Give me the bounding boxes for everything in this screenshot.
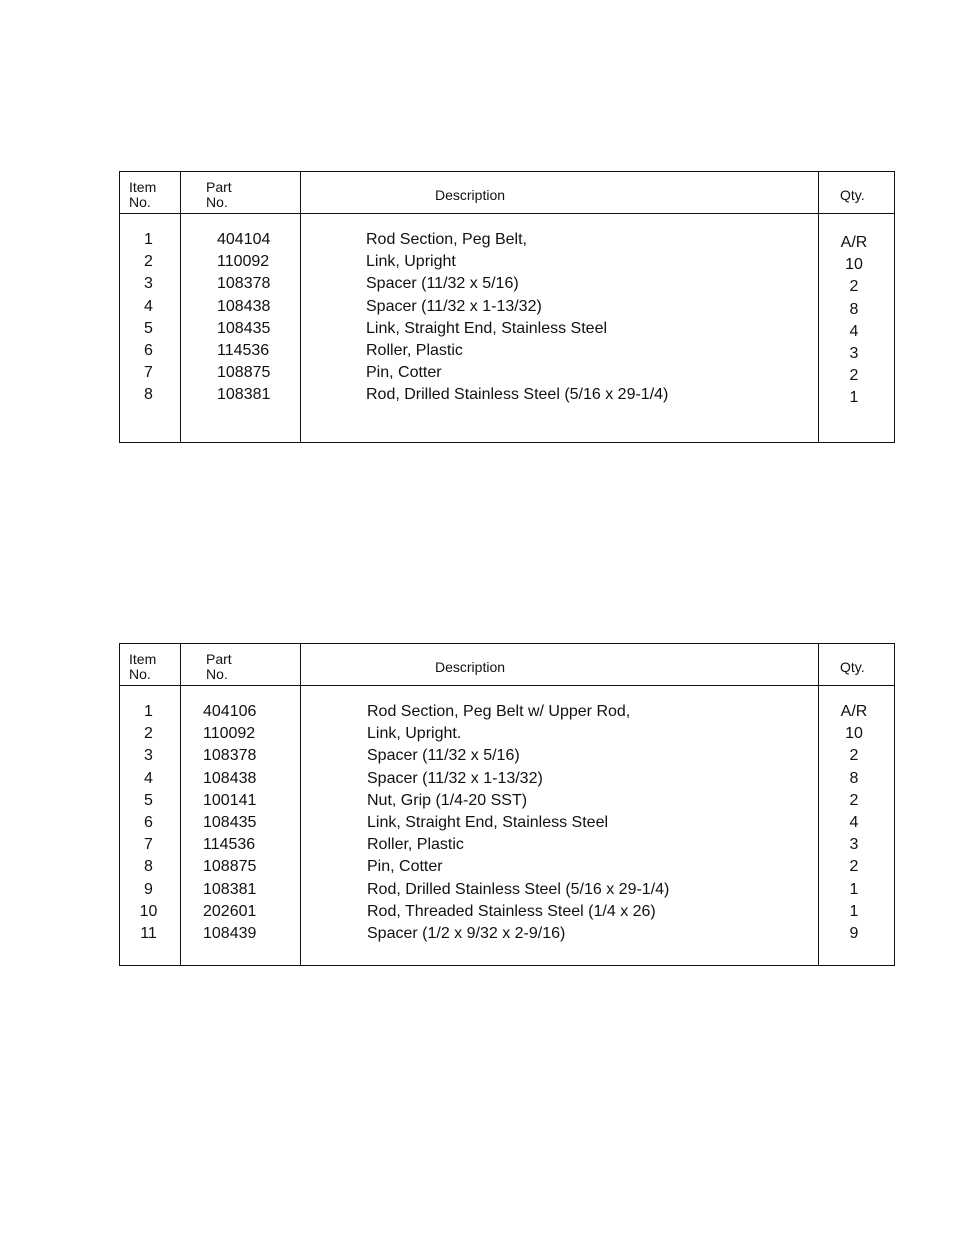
table-body bbox=[120, 229, 894, 407]
header-description: Description bbox=[435, 659, 506, 675]
parts-table-1 bbox=[119, 171, 895, 443]
item-number: 1 bbox=[144, 703, 153, 720]
description: Spacer (11/32 x 5/16) bbox=[366, 275, 519, 293]
part-number: 108435 bbox=[217, 319, 271, 337]
table-row bbox=[120, 723, 894, 745]
description: Link, Upright bbox=[366, 253, 456, 271]
description: Spacer (1/2 x 9/32 x 2-9/16) bbox=[367, 924, 566, 942]
description: Link, Upright. bbox=[367, 725, 462, 743]
description: Link, Straight End, Stainless Steel bbox=[366, 319, 608, 337]
header-divider bbox=[120, 213, 894, 214]
table-row bbox=[120, 745, 894, 767]
description: Roller, Plastic bbox=[366, 341, 463, 359]
quantity: 3 bbox=[849, 344, 859, 362]
part-number: 108875 bbox=[217, 364, 271, 382]
header-description: Description bbox=[435, 187, 506, 203]
quantity: A/R bbox=[840, 234, 868, 251]
quantity: 2 bbox=[849, 278, 859, 296]
item-number: 4 bbox=[144, 769, 153, 787]
header-item-line1: Item bbox=[129, 651, 157, 667]
quantity: 1 bbox=[849, 880, 859, 898]
table-row bbox=[120, 923, 894, 945]
description: Rod, Threaded Stainless Steel (1/4 x 26) bbox=[367, 902, 656, 920]
item-number: 8 bbox=[144, 386, 153, 404]
item-number: 2 bbox=[144, 253, 153, 271]
quantity: 2 bbox=[849, 747, 859, 765]
part-number: 202601 bbox=[203, 902, 257, 920]
quantity: 1 bbox=[849, 389, 859, 407]
quantity: 10 bbox=[845, 256, 863, 274]
quantity: 2 bbox=[849, 858, 859, 876]
table-row bbox=[120, 790, 894, 812]
item-number: 5 bbox=[144, 791, 153, 809]
header-item-line2: No. bbox=[129, 666, 151, 682]
quantity: 8 bbox=[849, 769, 859, 787]
table-body bbox=[120, 701, 894, 945]
part-number: 110092 bbox=[217, 253, 270, 271]
part-number: 108439 bbox=[203, 924, 257, 942]
header-item-no bbox=[129, 180, 156, 210]
description: Rod Section, Peg Belt, bbox=[366, 231, 527, 248]
table-row bbox=[120, 229, 894, 251]
item-number: 9 bbox=[144, 880, 153, 898]
table-row bbox=[120, 834, 894, 856]
table-row bbox=[120, 879, 894, 901]
item-number: 7 bbox=[144, 364, 153, 382]
quantity: A/R bbox=[840, 703, 868, 720]
description: Roller, Plastic bbox=[367, 836, 464, 854]
table-row bbox=[120, 856, 894, 878]
item-number: 3 bbox=[144, 747, 153, 765]
item-number: 5 bbox=[144, 319, 153, 337]
quantity: 9 bbox=[849, 924, 859, 942]
part-number: 100141 bbox=[203, 791, 257, 809]
part-number: 108435 bbox=[203, 813, 257, 831]
table-row bbox=[120, 362, 894, 384]
part-number: 114536 bbox=[203, 836, 256, 854]
part-number: 110092 bbox=[203, 725, 256, 743]
quantity: 2 bbox=[849, 367, 859, 385]
description: Spacer (11/32 x 5/16) bbox=[367, 747, 520, 765]
item-number: 6 bbox=[144, 813, 153, 831]
table-row bbox=[120, 273, 894, 295]
part-number: 108381 bbox=[217, 386, 271, 404]
quantity: 4 bbox=[849, 813, 859, 831]
part-number: 108438 bbox=[203, 769, 257, 787]
quantity: 1 bbox=[849, 902, 859, 920]
part-number: 108875 bbox=[203, 858, 257, 876]
header-qty: Qty. bbox=[840, 187, 865, 203]
header-divider bbox=[120, 685, 894, 686]
item-number: 8 bbox=[144, 858, 153, 876]
description: Pin, Cotter bbox=[367, 858, 443, 876]
table-row bbox=[120, 340, 894, 362]
table-row bbox=[120, 812, 894, 834]
item-number: 2 bbox=[144, 725, 153, 743]
item-number: 6 bbox=[144, 341, 153, 359]
header-item-line2: No. bbox=[129, 194, 151, 210]
header-part-line2: No. bbox=[206, 194, 228, 210]
header-part-line1: Part bbox=[206, 651, 232, 667]
quantity: 4 bbox=[849, 322, 859, 340]
table-row bbox=[120, 296, 894, 318]
table-row bbox=[120, 901, 894, 923]
quantity: 10 bbox=[845, 725, 863, 743]
table-row bbox=[120, 768, 894, 790]
item-number: 7 bbox=[144, 836, 153, 854]
description: Spacer (11/32 x 1-13/32) bbox=[366, 297, 542, 315]
header-qty: Qty. bbox=[840, 659, 865, 675]
header-part-no bbox=[206, 180, 232, 210]
item-number: 4 bbox=[144, 297, 153, 315]
header-part-line2: No. bbox=[206, 666, 228, 682]
header-item-line1: Item bbox=[129, 179, 157, 195]
parts-table-2 bbox=[119, 643, 895, 966]
description: Spacer (11/32 x 1-13/32) bbox=[367, 769, 543, 787]
description: Rod, Drilled Stainless Steel (5/16 x 29-1/4) bbox=[366, 386, 669, 404]
part-number: 108378 bbox=[217, 275, 271, 293]
item-number: 3 bbox=[144, 275, 153, 293]
description: Rod Section, Peg Belt w/ Upper Rod, bbox=[367, 703, 631, 720]
table-row bbox=[120, 701, 894, 723]
part-number: 108381 bbox=[203, 880, 257, 898]
description: Pin, Cotter bbox=[366, 364, 442, 382]
item-number: 10 bbox=[139, 902, 158, 920]
table-row bbox=[120, 251, 894, 273]
item-number: 1 bbox=[144, 231, 153, 248]
table-row bbox=[120, 384, 894, 406]
header-item-no bbox=[129, 652, 156, 682]
description: Link, Straight End, Stainless Steel bbox=[367, 813, 609, 831]
header-part-no bbox=[206, 652, 232, 682]
description: Rod, Drilled Stainless Steel (5/16 x 29-1/4) bbox=[367, 880, 670, 898]
quantity: 2 bbox=[849, 791, 859, 809]
quantity: 8 bbox=[849, 300, 859, 318]
table-row bbox=[120, 318, 894, 340]
header-part-line1: Part bbox=[206, 179, 232, 195]
item-number: 11 bbox=[140, 924, 157, 942]
description: Nut, Grip (1/4-20 SST) bbox=[367, 791, 528, 809]
quantity: 3 bbox=[849, 836, 859, 854]
part-number: 114536 bbox=[217, 341, 270, 359]
part-number: 404104 bbox=[217, 231, 271, 248]
part-number: 108438 bbox=[217, 297, 271, 315]
part-number: 108378 bbox=[203, 747, 257, 765]
part-number: 404106 bbox=[203, 703, 257, 720]
